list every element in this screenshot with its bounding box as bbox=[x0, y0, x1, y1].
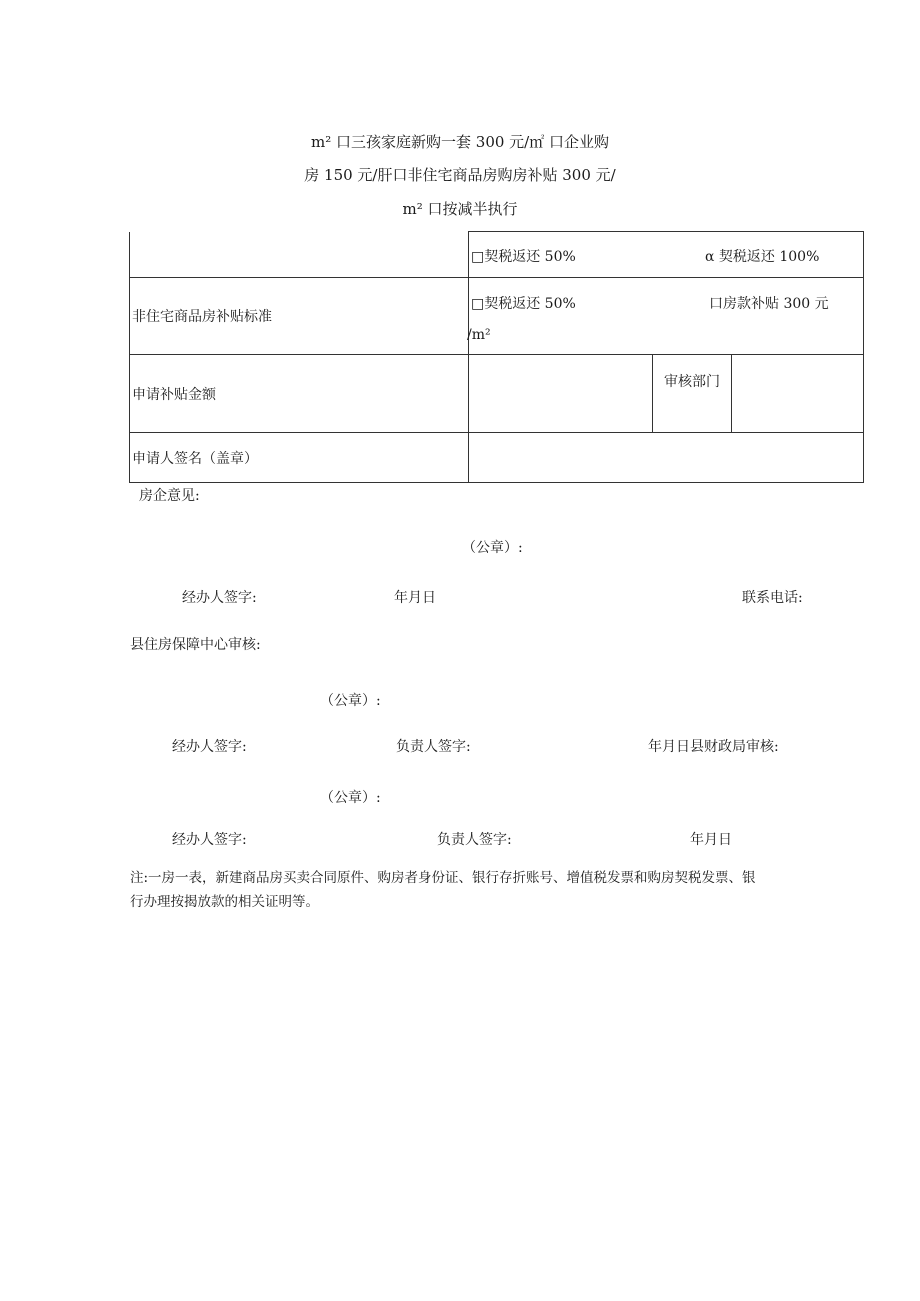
enterprise-opinion-title: 房企意见: bbox=[139, 488, 200, 504]
review-dept-label: 审核部门 bbox=[664, 374, 720, 390]
review-dept-field[interactable] bbox=[732, 355, 864, 433]
housing-seal: （公章）: bbox=[320, 693, 381, 709]
housing-handler-signature: 经办人签字: bbox=[172, 739, 247, 755]
housing-date-finance-title: 年月日县财政局审核: bbox=[648, 739, 779, 755]
subsidy-amount-label: 申请补贴金额 bbox=[130, 355, 469, 433]
enterprise-handler-signature: 经办人签字: bbox=[182, 590, 257, 606]
tax-refund-50-option-2[interactable]: □契税返还 50% bbox=[471, 295, 576, 312]
table-row bbox=[130, 355, 864, 433]
row1-options bbox=[469, 232, 864, 278]
price-subsidy-300-option[interactable]: 口房款补贴 300 元 bbox=[709, 295, 829, 312]
enterprise-date: 年月日 bbox=[394, 590, 436, 606]
finance-leader-signature: 负责人签字: bbox=[437, 832, 512, 848]
applicant-signature-label: 申请人签名（盖章） bbox=[130, 433, 469, 483]
table-row bbox=[130, 433, 864, 483]
subsidy-amount-field[interactable] bbox=[469, 355, 653, 433]
note-line-1: 注:一房一表，新建商品房买卖合同原件、购房者身份证、银行存折账号、增值税发票和购房契税发票、银 bbox=[130, 870, 756, 886]
applicant-signature-field[interactable] bbox=[469, 433, 864, 483]
tax-refund-100-option[interactable]: α 契税返还 100% bbox=[705, 248, 820, 265]
finance-handler-signature: 经办人签字: bbox=[172, 832, 247, 848]
enterprise-seal: （公章）: bbox=[462, 540, 523, 556]
table-row bbox=[130, 278, 864, 355]
finance-seal: （公章）: bbox=[320, 790, 381, 806]
price-subsidy-unit: /m² bbox=[467, 326, 491, 343]
housing-leader-signature: 负责人签字: bbox=[396, 739, 471, 755]
row1-label bbox=[130, 232, 469, 278]
header-line-3: m² 口按减半执行 bbox=[402, 200, 518, 218]
row2-options bbox=[469, 278, 864, 355]
table-row bbox=[130, 232, 864, 278]
non-residential-standard-label: 非住宅商品房补贴标准 bbox=[130, 278, 469, 355]
review-dept-label-cell bbox=[653, 355, 732, 433]
note-line-2: 行办理按揭放款的相关证明等。 bbox=[130, 894, 319, 910]
header-line-2: 房 150 元/肝口非住宅商品房购房补贴 300 元/ bbox=[304, 166, 616, 184]
finance-date: 年月日 bbox=[690, 832, 732, 848]
tax-refund-50-option[interactable]: □契税返还 50% bbox=[471, 248, 576, 265]
subsidy-form-table bbox=[129, 231, 864, 483]
enterprise-phone: 联系电话: bbox=[742, 590, 803, 606]
header-line-1: m² 口三孩家庭新购一套 300 元/㎡ 口企业购 bbox=[311, 133, 609, 151]
housing-center-review-title: 县住房保障中心审核: bbox=[130, 637, 261, 653]
